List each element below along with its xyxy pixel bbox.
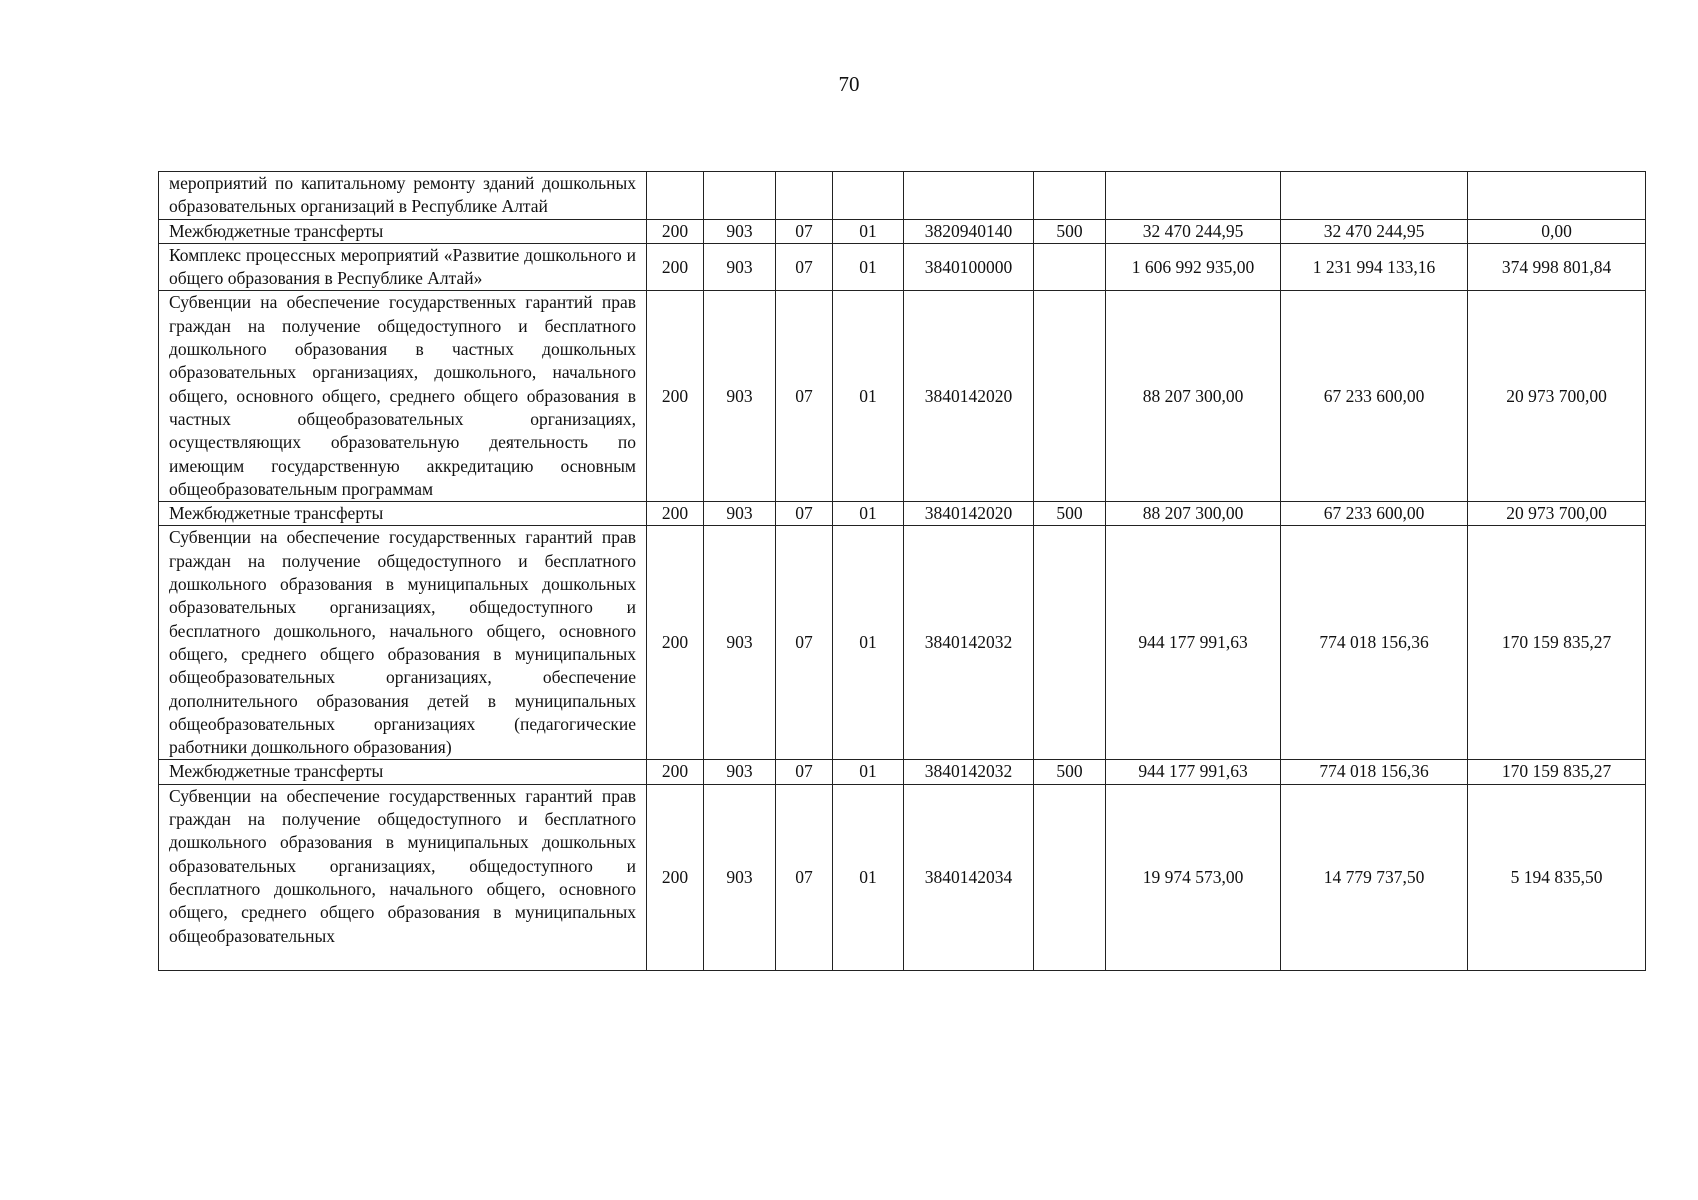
cell-code-2: 903 — [704, 760, 776, 784]
cell-code-6 — [1034, 172, 1106, 220]
cell-code-2: 903 — [704, 526, 776, 760]
cell-code-6 — [1034, 526, 1106, 760]
cell-amount-2: 67 233 600,00 — [1281, 291, 1468, 502]
cell-code-5: 3840100000 — [904, 243, 1034, 291]
cell-code-2: 903 — [704, 502, 776, 526]
table-row — [159, 291, 1646, 502]
cell-code-4: 01 — [833, 784, 904, 970]
row-description: Межбюджетные трансферты — [159, 502, 647, 526]
cell-code-5: 3840142020 — [904, 291, 1034, 502]
cell-code-5: 3840142032 — [904, 526, 1034, 760]
cell-code-5: 3840142034 — [904, 784, 1034, 970]
table-row — [159, 243, 1646, 291]
table-row — [159, 760, 1646, 784]
cell-amount-3: 20 973 700,00 — [1468, 291, 1646, 502]
cell-amount-1: 1 606 992 935,00 — [1106, 243, 1281, 291]
table-row — [159, 784, 1646, 970]
row-description: Субвенции на обеспечение государственных гарантий прав граждан на получение общедоступного и бесплатного дошкольного образования в муниципальных дошкольных образовательных организациях, общедоступного и бесплатного дошкольного, начального общего, основного общего, среднего общего образования в муниципальных общеобразовательных — [159, 784, 647, 970]
table-row — [159, 172, 1646, 220]
cell-amount-1: 88 207 300,00 — [1106, 502, 1281, 526]
cell-amount-1: 944 177 991,63 — [1106, 760, 1281, 784]
cell-amount-2: 14 779 737,50 — [1281, 784, 1468, 970]
cell-code-1 — [647, 172, 704, 220]
cell-code-4: 01 — [833, 760, 904, 784]
cell-amount-2 — [1281, 172, 1468, 220]
cell-code-1: 200 — [647, 291, 704, 502]
cell-amount-1: 32 470 244,95 — [1106, 219, 1281, 243]
cell-code-3: 07 — [776, 526, 833, 760]
cell-code-6: 500 — [1034, 502, 1106, 526]
cell-code-3: 07 — [776, 502, 833, 526]
cell-amount-1: 19 974 573,00 — [1106, 784, 1281, 970]
page-number: 70 — [838, 72, 860, 96]
cell-code-6 — [1034, 243, 1106, 291]
cell-amount-3: 170 159 835,27 — [1468, 526, 1646, 760]
cell-code-3: 07 — [776, 291, 833, 502]
cell-code-3: 07 — [776, 219, 833, 243]
cell-code-4 — [833, 172, 904, 220]
cell-code-6: 500 — [1034, 760, 1106, 784]
cell-amount-3 — [1468, 172, 1646, 220]
row-description: мероприятий по капитальному ремонту зданий дошкольных образовательных организаций в Республике Алтай — [159, 172, 647, 220]
cell-code-2: 903 — [704, 291, 776, 502]
row-description: Комплекс процессных мероприятий «Развитие дошкольного и общего образования в Республике Алтай» — [159, 243, 647, 291]
table-row — [159, 219, 1646, 243]
cell-code-4: 01 — [833, 526, 904, 760]
cell-code-6 — [1034, 291, 1106, 502]
cell-amount-2: 67 233 600,00 — [1281, 502, 1468, 526]
cell-code-3 — [776, 172, 833, 220]
cell-amount-3: 5 194 835,50 — [1468, 784, 1646, 970]
cell-code-1: 200 — [647, 243, 704, 291]
cell-code-2: 903 — [704, 784, 776, 970]
cell-code-3: 07 — [776, 784, 833, 970]
row-description: Субвенции на обеспечение государственных гарантий прав граждан на получение общедоступного и бесплатного дошкольного образования в муниципальных дошкольных образовательных организациях, общедоступного и бесплатного дошкольного, начального общего, основного общего, среднего общего образования в муниципальных общеобразовательных организациях, обеспечение дополнительного образования детей в муниципальных общеобразовательных организациях (педагогические работники дошкольного образования) — [159, 526, 647, 760]
cell-code-1: 200 — [647, 526, 704, 760]
cell-amount-3: 20 973 700,00 — [1468, 502, 1646, 526]
cell-amount-3: 374 998 801,84 — [1468, 243, 1646, 291]
table-row — [159, 502, 1646, 526]
budget-table — [158, 171, 1646, 971]
cell-amount-2: 774 018 156,36 — [1281, 760, 1468, 784]
cell-code-5: 3820940140 — [904, 219, 1034, 243]
cell-code-5: 3840142020 — [904, 502, 1034, 526]
row-description: Субвенции на обеспечение государственных гарантий прав граждан на получение общедоступного и бесплатного дошкольного образования в частных дошкольных образовательных организациях, дошкольного, начального общего, основного общего, среднего общего образования в частных общеобразовательных организациях, осуществляющих образовательную деятельность по имеющим государственную аккредитацию основным общеобразовательным программам — [159, 291, 647, 502]
cell-amount-2: 1 231 994 133,16 — [1281, 243, 1468, 291]
cell-code-1: 200 — [647, 784, 704, 970]
cell-code-6 — [1034, 784, 1106, 970]
cell-code-1: 200 — [647, 502, 704, 526]
cell-code-2: 903 — [704, 219, 776, 243]
cell-code-5 — [904, 172, 1034, 220]
cell-amount-1: 944 177 991,63 — [1106, 526, 1281, 760]
cell-amount-3: 170 159 835,27 — [1468, 760, 1646, 784]
cell-code-4: 01 — [833, 243, 904, 291]
cell-code-1: 200 — [647, 760, 704, 784]
cell-code-2 — [704, 172, 776, 220]
cell-code-2: 903 — [704, 243, 776, 291]
cell-code-3: 07 — [776, 243, 833, 291]
cell-amount-1 — [1106, 172, 1281, 220]
cell-code-4: 01 — [833, 219, 904, 243]
cell-code-1: 200 — [647, 219, 704, 243]
table-row — [159, 526, 1646, 760]
cell-code-4: 01 — [833, 291, 904, 502]
cell-amount-2: 774 018 156,36 — [1281, 526, 1468, 760]
cell-code-5: 3840142032 — [904, 760, 1034, 784]
cell-code-4: 01 — [833, 502, 904, 526]
cell-amount-1: 88 207 300,00 — [1106, 291, 1281, 502]
cell-code-3: 07 — [776, 760, 833, 784]
cell-amount-3: 0,00 — [1468, 219, 1646, 243]
cell-code-6: 500 — [1034, 219, 1106, 243]
row-description: Межбюджетные трансферты — [159, 760, 647, 784]
row-description: Межбюджетные трансферты — [159, 219, 647, 243]
cell-amount-2: 32 470 244,95 — [1281, 219, 1468, 243]
